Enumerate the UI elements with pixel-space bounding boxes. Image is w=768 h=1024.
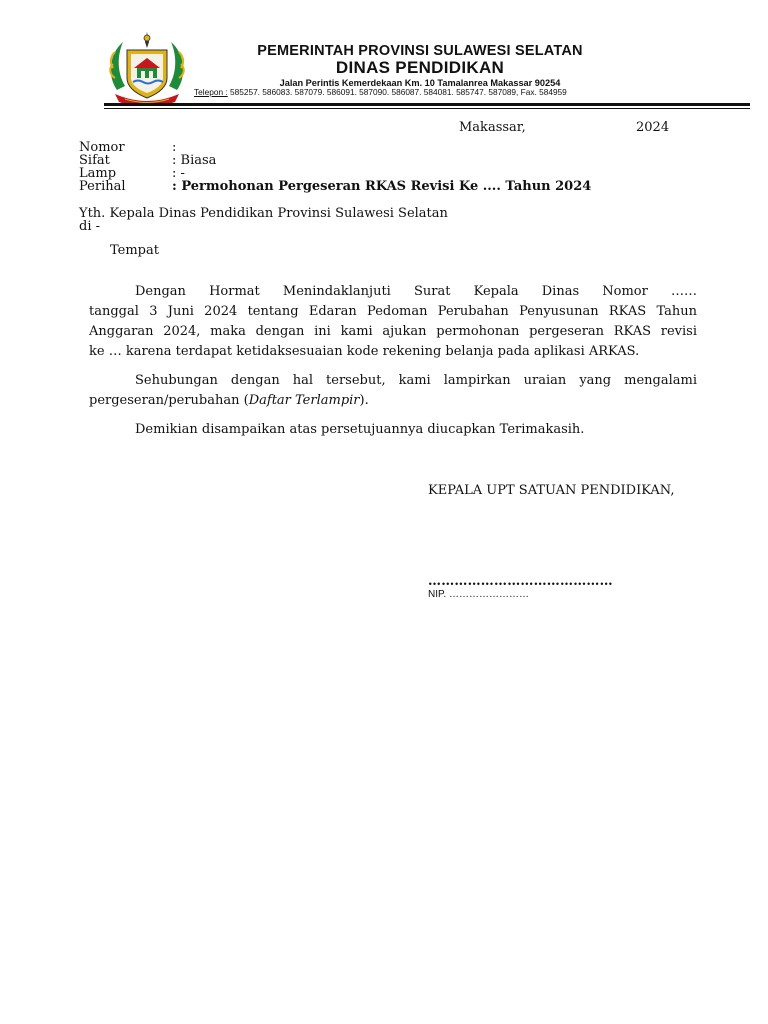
place-city: Makassar, xyxy=(459,120,526,135)
nomor-label: Nomor xyxy=(79,140,125,155)
letterhead-agency: DINAS PENDIDIKAN xyxy=(335,58,505,77)
body-paragraph-1 xyxy=(89,282,697,362)
letterhead-divider-thin xyxy=(104,108,750,109)
perihal-label: Perihal xyxy=(79,179,126,194)
letterhead-government: PEMERINTAH PROVINSI SULAWESI SELATAN xyxy=(257,43,583,59)
signature-nip: NIP. …………………… xyxy=(428,589,529,600)
p2-text-end: ). xyxy=(359,393,369,408)
paragraph-line: tanggal 3 Juni 2024 tentang Edaran Pedoman Perubahan Penyusunan RKAS Tahun xyxy=(89,304,697,319)
sifat-value: : Biasa xyxy=(172,153,217,168)
phone-label: Telepon : xyxy=(194,87,228,97)
date-year: 2024 xyxy=(636,120,670,135)
signature-title: KEPALA UPT SATUAN PENDIDIKAN, xyxy=(428,483,675,498)
recipient-line: Yth. Kepala Dinas Pendidikan Provinsi Sulawesi Selatan xyxy=(79,206,448,221)
body-paragraph-3: Demikian disampaikan atas persetujuannya diucapkan Terimakasih. xyxy=(135,422,585,437)
phone-numbers: 585257. 586083. 587079. 586091. 587090. 586087. 584081. 585747. 587089, Fax. 584959 xyxy=(227,87,567,97)
recipient-di: di - xyxy=(79,219,101,234)
paragraph-line: Dengan Hormat Menindaklanjuti Surat Kepala Dinas Nomor …… xyxy=(135,284,697,299)
nomor-value: : xyxy=(172,140,177,155)
recipient-tempat: Tempat xyxy=(110,243,159,258)
sulsel-province-emblem-icon xyxy=(105,28,189,106)
letterhead-phone xyxy=(194,87,664,97)
perihal-value: : Permohonan Pergeseran RKAS Revisi Ke .... Tahun 2024 xyxy=(172,179,592,194)
paragraph-line: ke … karena terdapat ketidaksesuaian kode rekening belanja pada aplikasi ARKAS. xyxy=(89,344,640,359)
lamp-value: : - xyxy=(172,166,185,181)
body-paragraph-2 xyxy=(89,371,697,411)
paragraph-line: Anggaran 2024, maka dengan ini kami ajukan permohonan pergeseran RKAS revisi xyxy=(89,324,697,339)
signature-name-placeholder: …………………………………… xyxy=(428,574,613,589)
paragraph-line xyxy=(89,391,697,411)
letterhead-divider-thick xyxy=(104,103,750,106)
p2-text-start: pergeseran/perubahan ( xyxy=(89,393,249,408)
p2-italic: Daftar Terlampir xyxy=(248,393,360,408)
lamp-label: Lamp xyxy=(79,166,117,181)
paragraph-line: Sehubungan dengan hal tersebut, kami lampirkan uraian yang mengalami xyxy=(135,373,697,388)
letterhead-address: Jalan Perintis Kemerdekaan Km. 10 Tamalanrea Makassar 90254 xyxy=(279,78,561,88)
sifat-label: Sifat xyxy=(79,153,110,168)
